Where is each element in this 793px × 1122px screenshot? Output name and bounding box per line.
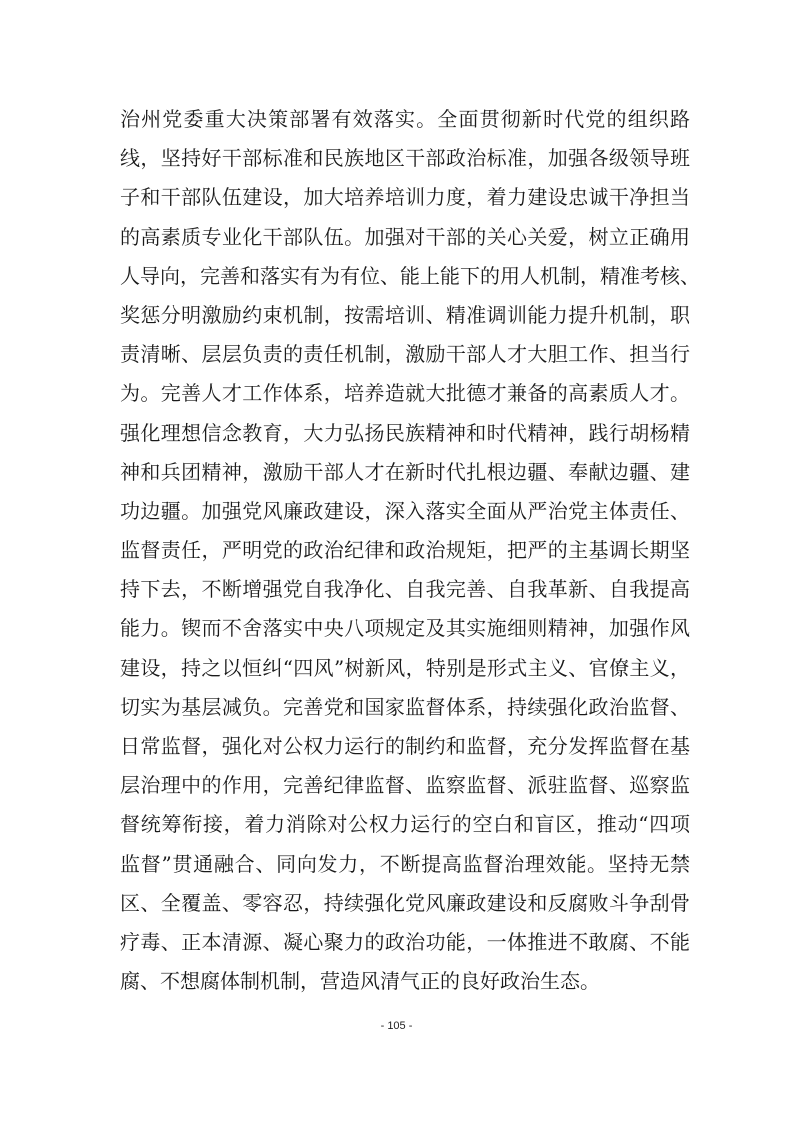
text-line: 层治理中的作用，完善纪律监督、监察监督、派驻监督、巡察监	[120, 773, 690, 798]
text-line: 督统筹衔接，着力消除对公权力运行的空白和盲区，推动“四项	[120, 812, 690, 837]
text-line: 责清晰、层层负责的责任机制，激励干部人才大胆工作、担当行	[120, 342, 690, 367]
text-line: 腐、不想腐体制机制，营造风清气正的良好政治生态。	[120, 969, 600, 994]
text-line: 治州党委重大决策部署有效落实。全面贯彻新时代党的组织路	[120, 107, 690, 131]
text-line: 持下去，不断增强党自我净化、自我完善、自我革新、自我提高	[120, 577, 690, 602]
text-line: 监督责任，严明党的政治纪律和政治规矩，把严的主基调长期坚	[120, 538, 690, 563]
text-line: 神和兵团精神，激励干部人才在新时代扎根边疆、奉献边疆、建	[120, 459, 690, 484]
text-line: 能力。锲而不舍落实中央八项规定及其实施细则精神，加强作风	[120, 616, 690, 641]
text-line: 奖惩分明激励约束机制，按需培训、精准调训能力提升机制，职	[120, 302, 690, 327]
text-line: 监督”贯通融合、同向发力，不断提高监督治理效能。坚持无禁	[120, 851, 690, 876]
text-line: 子和干部队伍建设，加大培养培训力度，着力建设忠诚干净担当	[120, 185, 690, 210]
text-line: 强化理想信念教育，大力弘扬民族精神和时代精神，践行胡杨精	[120, 420, 690, 445]
text-line: 建设，持之以恒纠“四风”树新风，特别是形式主义、官僚主义，	[120, 655, 690, 680]
text-line: 区、全覆盖、零容忍，持续强化党风廉政建设和反腐败斗争刮骨	[120, 890, 690, 915]
body-paragraph	[120, 100, 700, 1001]
text-line: 的高素质专业化干部队伍。加强对干部的关心关爱，树立正确用	[120, 224, 690, 249]
text-line: 切实为基层减负。完善党和国家监督体系，持续强化政治监督、	[120, 694, 690, 719]
page-number: - 105 -	[380, 1020, 413, 1032]
text-line: 日常监督，强化对公权力运行的制约和监督，充分发挥监督在基	[120, 734, 690, 758]
text-line: 为。完善人才工作体系，培养造就大批德才兼备的高素质人才。	[120, 381, 690, 406]
text-line: 人导向，完善和落实有为有位、能上能下的用人机制，精准考核、	[120, 263, 700, 288]
text-line: 功边疆。加强党风廉政建设，深入落实全面从严治党主体责任、	[120, 498, 690, 523]
text-line: 疗毒、正本清源、凝心聚力的政治功能，一体推进不敢腐、不能	[120, 929, 690, 954]
text-line: 线，坚持好干部标准和民族地区干部政治标准，加强各级领导班	[120, 146, 690, 171]
